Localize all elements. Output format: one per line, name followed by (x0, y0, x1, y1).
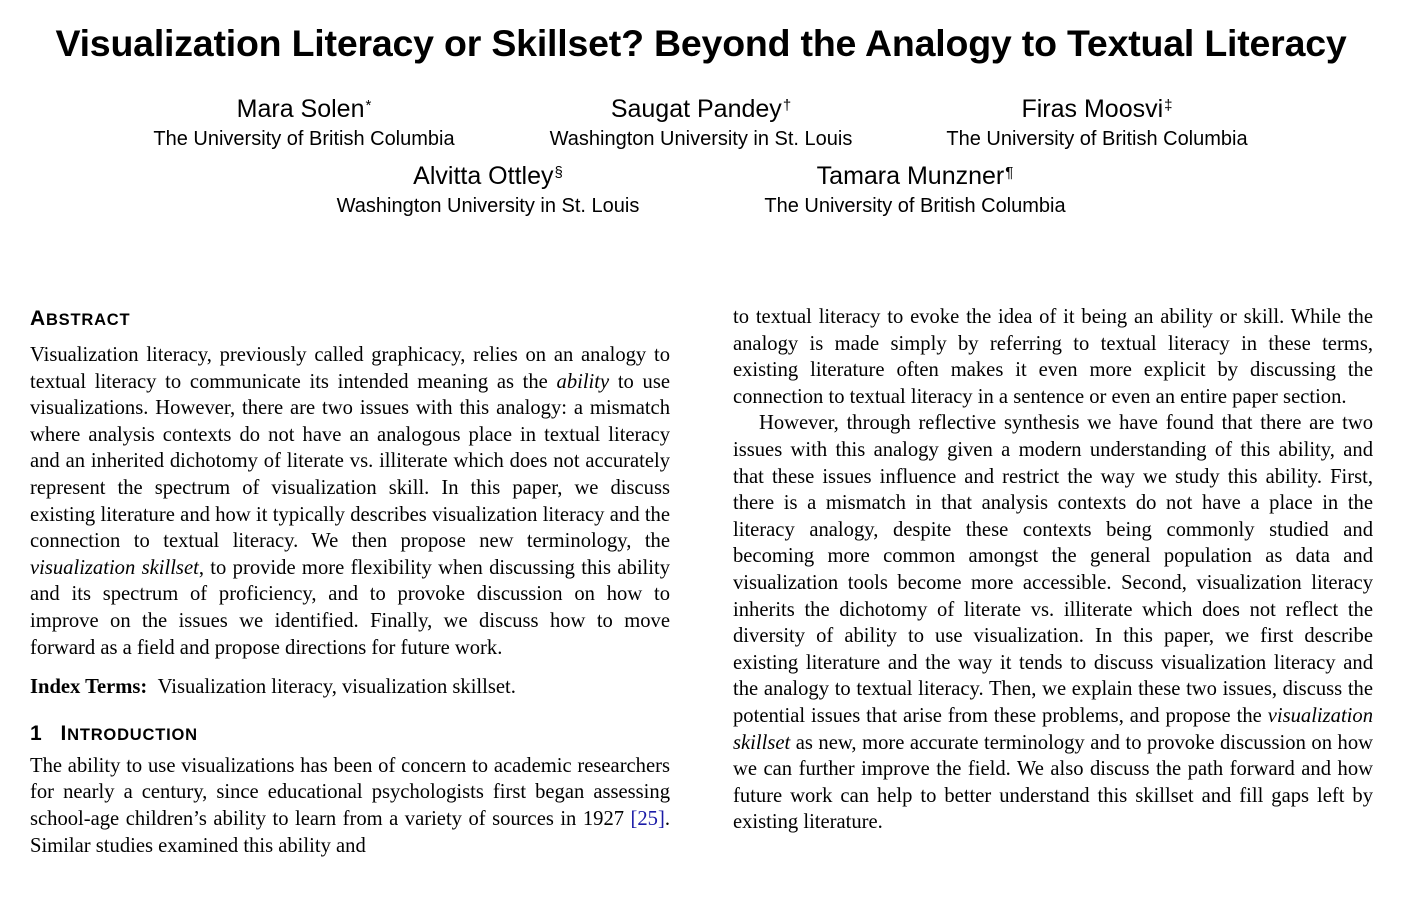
author-block (755, 161, 1075, 218)
author-affiliation: The University of British Columbia (764, 195, 1066, 217)
author-name: Mara Solen* (236, 95, 372, 123)
introduction-paragraph: The ability to use visualizations has been of concern to academic researchers for nearly a century, since educational psychologists first began assessing school-age children’s ability to learn from a variety of sources in 1927 [25]. Similar studies examined this ability and (30, 754, 670, 857)
index-terms (30, 674, 670, 701)
introduction-paragraph: However, through reflective synthesis we have found that there are two issues with this analogy given a modern understanding of this ability, and that these issues influence and restrict the way we study this ability. First, there is a mismatch in that analysis contexts do not have a place in the literacy analogy, despite these contexts being commonly studied and becoming more common amongst the general population as data and visualization tools become more accessible. Second, visualization literacy inherits the dichotomy of literate vs. illiterate which does not reflect the diversity of ability to use visualization. In this paper, we first describe existing literature and the way it tends to discuss visualization literacy and the analogy to textual literacy. Then, we explain these two issues, discuss the potential issues that arise from these problems, and propose the visualization skillset as new, more accurate terminology and to provoke discussion on how we can further improve the field. We also discuss the path forward and how future work can help to better understand this skillset and fill gaps left by existing literature. (733, 412, 1373, 834)
author-block (535, 94, 867, 151)
paper-title: Visualization Literacy or Skillset? Beyond the Analogy to Textual Literacy (55, 22, 1347, 64)
author-affiliation: The University of British Columbia (946, 128, 1248, 150)
abstract-heading: ABSTRACT (30, 307, 131, 330)
author-name: Firas Moosvi‡ (1021, 95, 1173, 123)
author-block (937, 94, 1257, 151)
author-affiliation: The University of British Columbia (153, 128, 455, 150)
author-block (322, 161, 654, 218)
author-name: Tamara Munzner¶ (816, 162, 1014, 190)
author-block (144, 94, 464, 151)
introduction-paragraph: to textual literacy to evoke the idea of it being an ability or skill. While the analogy is made simply by referring to textual literacy in these terms, existing literature often makes it even more explicit by discussing the connection to textual literacy in a sentence or even an entire paper section. (733, 306, 1373, 408)
author-name: Saugat Pandey† (610, 95, 792, 123)
author-affiliation: Washington University in St. Louis (336, 195, 640, 217)
introduction-heading: 1 INTRODUCTION (30, 721, 198, 745)
index-terms-label: Index Terms: (30, 676, 148, 699)
index-terms-value: Visualization literacy, visualization skillset. (157, 676, 516, 699)
citation-link[interactable]: [25] (630, 807, 665, 830)
right-column (733, 304, 1373, 836)
left-column (30, 304, 670, 859)
author-name: Alvitta Ottley§ (413, 162, 563, 190)
abstract-text: Visualization literacy, previously called graphicacy, relies on an analogy to textual literacy to communicate its intended meaning as the ability to use visualizations. However, there are two issues with this analogy: a mismatch where analysis contexts do not have an analogous place in textual literacy and an inherited dichotomy of literate vs. illiterate which does not accurately represent the spectrum of visualization skill. In this paper, we discuss existing literature and how it typically describes visualization literacy and the connection to textual literacy. We then propose new terminology, the visualization skillset, to provide more flexibility when discussing this ability and its spectrum of proficiency, and to provoke discussion on how to improve on the issues we identified. Finally, we discuss how to move forward as a field and propose directions for future work. (30, 344, 670, 659)
author-affiliation: Washington University in St. Louis (549, 128, 853, 150)
